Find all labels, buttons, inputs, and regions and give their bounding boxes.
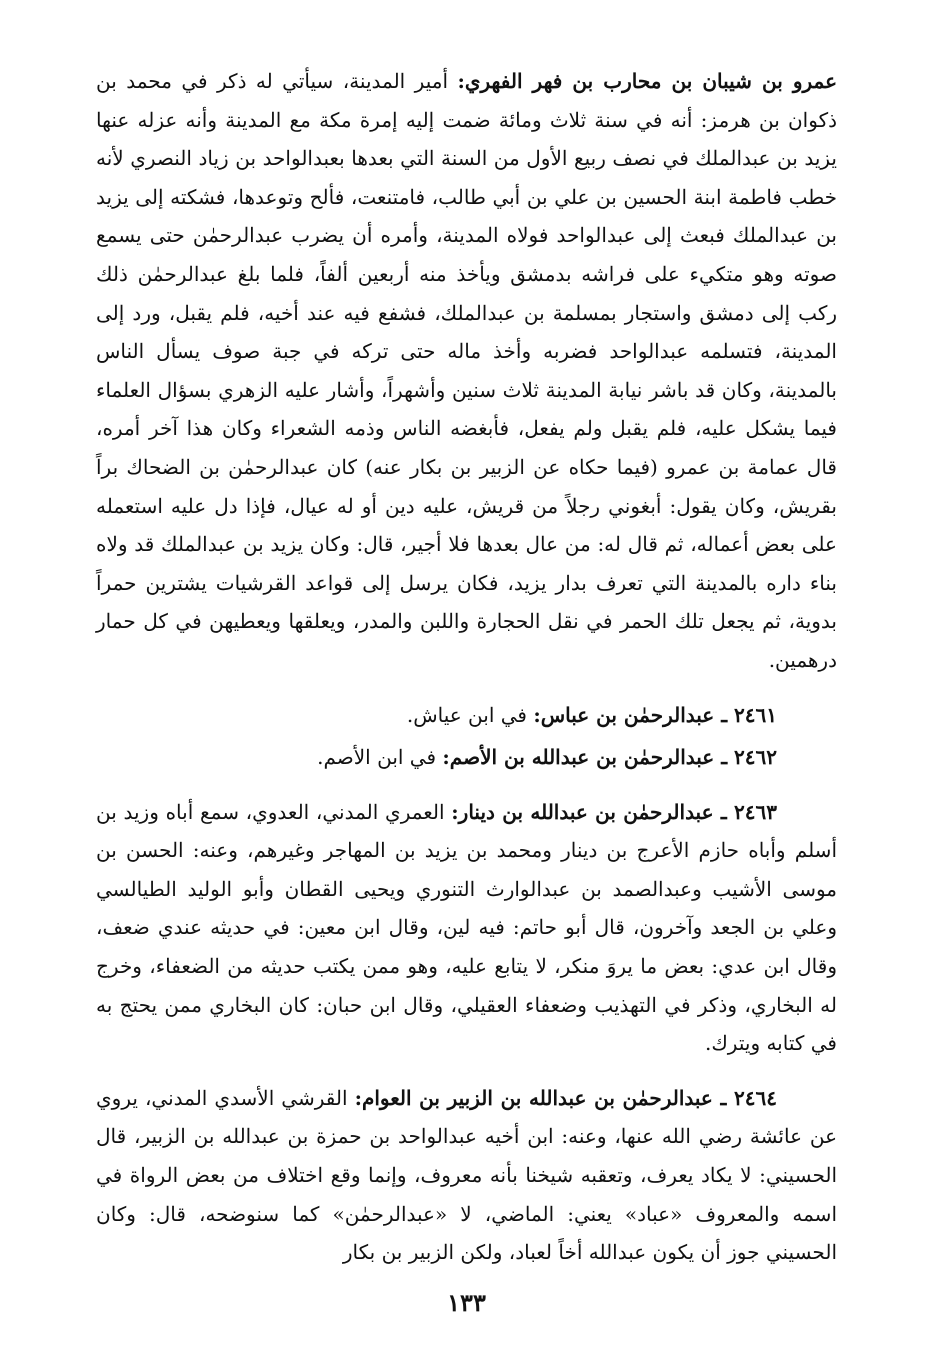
- entry-text: في ابن الأصم.: [317, 745, 443, 770]
- entry-dash: ـ: [714, 702, 735, 727]
- document-page: [96, 62, 837, 1292]
- page-number: ١٣٣: [447, 1288, 486, 1317]
- entry-number: ٢٤٦١: [734, 702, 777, 727]
- entry-2461: [96, 696, 837, 735]
- entry-dash: ـ: [714, 745, 735, 770]
- entry-name: عبدالرحمٰن بن عبدالله بن الزبير بن العوام:: [354, 1085, 713, 1110]
- entry-name: عبدالرحمٰن بن عبدالله بن دينار:: [451, 799, 714, 824]
- entry-text: العمري المدني، العدوي، سمع أباه وزيد بن أسلم وأباه حازم الأعرج بن دينار ومحمد بن يزيد بن المهاجر وغيرهم، وعنه: الحسن بن موسى الأشيب وعبدالصمد بن عبدالوارث التنوري ويحيى القطان وأبو الوليد الطيالسي وعلي بن الجعد وآخرون، قال أبو حاتم: فيه لين، وقال ابن معين: في حديثه عندي ضعف، وقال ابن عدي: بعض ما يروَ منكر، لا يتابع عليه، وهو ممن يكتب حديثه من الضعفاء، وخرج له البخاري، وذكر في التهذيب وضعفاء العقيلي، وقال ابن حبان: كان البخاري ممن يحتج به في كتابه ويترك.: [96, 799, 837, 1056]
- entry-name: عمرو بن شيبان بن محارب بن فهر الفهري:: [457, 69, 838, 93]
- entry-dash: ـ: [713, 799, 735, 824]
- entry-name: عبدالرحمٰن بن عباس:: [533, 702, 715, 727]
- entry-text: أمير المدينة، سيأتي له ذكر في محمد بن ذكوان بن هرمز: أنه في سنة ثلاث ومائة ضمت إليه إمرة مكة مع المدينة وأنه عزله عنها يزيد بن عبدالملك في نصف ربيع الأول من السنة التي بعدها بعبدالواحد بن زياد النصري لأنه خطب فاطمة ابنة الحسين بن علي بن أبي طالب، فامتنعت، فألح وتوعدها، فشكته إلى يزيد بن عبدالملك فبعث إلى عبدالواحد فولاه المدينة، وأمره أن يضرب عبدالرحمٰن حتى يسمع صوته وهو متكيء على فراشه بدمشق ويأخذ منه أربعين ألفاً، فلما بلغ عبدالرحمٰن ذلك ركب إلى دمشق واستجار بمسلمة بن عبدالملك، فشفع فيه عند أخيه، فلم يقبل، ورد إلى المدينة، فتسلمه عبدالواحد فضربه وأخذ ماله حتى تركه في جبة صوف يسأل الناس بالمدينة، وكان قد باشر نيابة المدينة ثلاث سنين وأشهراً، وأشار عليه الزهري بسؤال العلماء فيما يشكل عليه، فلم يقبل ولم يفعل، فأبغضه الناس وذمه الشعراء وكان هذا آخر أمره، قال عمامة بن عمرو (فيما حكاه عن الزبير بن بكار عنه) كان عبدالرحمٰن بن الضحاك براً بقريش، وكان يقول: أبغوني رجلاً من قريش، عليه دين أو له عيال، فإذا دل عليه استعمله على بعض أعماله، ثم قال له: من عال بعدها فلا أجير، قال: وكان يزيد بن عبدالملك قد ولاه بناء داره بالمدينة التي تعرف بدار يزيد، فكان يرسل إلى قواعد القرشيات يشترين حمراً بدوية، ثم يجعل تلك الحمر في نقل الحجارة واللبن والمدر، ويعلقها ويعطيهن في كل حمار درهمين.: [96, 69, 837, 672]
- entry-text: القرشي الأسدي المدني، يروي عن عائشة رضي الله عنها، وعنه: ابن أخيه عبدالواحد بن حمزة بن عبدالله بن الزبير، قال الحسيني: لا يكاد يعرف، وتعقبه شيخنا بأنه معروف، وإنما وقع اختلاف من بعض الرواة في اسمه والمعروف «عباد» يعني: الماضي، لا «عبدالرحمٰن» كما سنوضحه، قال: وكان الحسيني جوز أن يكون عبدالله أخاً لعباد، ولكن الزبير بن بكار: [96, 1085, 837, 1265]
- entry-dash: ـ: [712, 1085, 735, 1110]
- entry-number: ٢٤٦٤: [734, 1085, 777, 1110]
- entry-number: ٢٤٦٢: [734, 745, 777, 770]
- entry-2464: [96, 1079, 837, 1272]
- entry-2462: [96, 738, 837, 777]
- entry-name: عبدالرحمٰن بن عبدالله بن الأصم:: [442, 745, 715, 770]
- entry-2463: [96, 793, 837, 1063]
- entry-number: ٢٤٦٣: [734, 799, 777, 824]
- entry-text: في ابن عياش.: [406, 702, 534, 727]
- entry-intro: [96, 62, 837, 680]
